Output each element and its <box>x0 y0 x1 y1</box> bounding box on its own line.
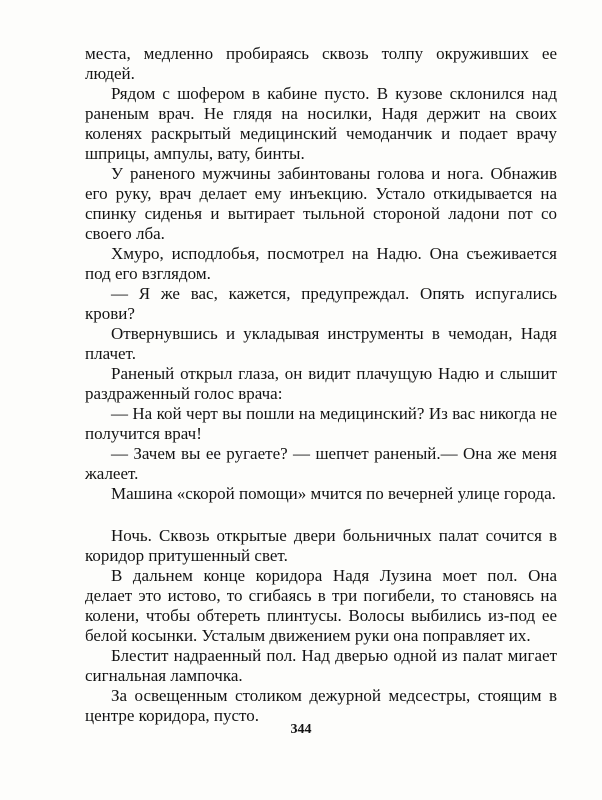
paragraph: — Зачем вы ее ругаете? — шепчет раненый.— Она же меня жалеет. <box>85 444 557 483</box>
text-section-evening <box>85 44 557 504</box>
paragraph: — На кой черт вы пошли на медицинский? Из вас никогда не получится врач! <box>85 404 557 443</box>
paragraph: У раненого мужчины забинтованы голова и нога. Обнажив его руку, врач делает ему инъекцию. Устало откидывается на спинку сиденья и вытирает тыльной стороной ладони пот со своего лба. <box>85 164 557 243</box>
paragraph: За освещенным столиком дежурной медсестры, стоящим в центре коридора, пусто. <box>85 686 557 725</box>
body-text <box>85 44 557 726</box>
paragraph: места, медленно пробираясь сквозь толпу окруживших ее людей. <box>85 44 557 83</box>
paragraph: Рядом с шофером в кабине пусто. В кузове склонился над раненым врач. Не глядя на носилки, Надя держит на своих коленях раскрытый медицинский чемоданчик и подает врачу шприцы, ампулы, вату, бинты. <box>85 84 557 163</box>
paragraph: Отвернувшись и укладывая инструменты в чемодан, Надя плачет. <box>85 324 557 363</box>
paragraph: — Я же вас, кажется, предупреждал. Опять испугались крови? <box>85 284 557 323</box>
paragraph: Машина «скорой помощи» мчится по вечерней улице города. <box>111 484 556 503</box>
paragraph: Хмуро, исподлобья, посмотрел на Надю. Она съеживается под его взглядом. <box>85 244 557 283</box>
page-number: 344 <box>290 722 312 737</box>
paragraph: Блестит надраенный пол. Над дверью одной из палат мигает сигнальная лампочка. <box>85 646 557 685</box>
text-section-night <box>85 526 557 726</box>
paragraph: В дальнем конце коридора Надя Лузина моет пол. Она делает это истово, то сгибаясь в три погибели, то становясь на колени, чтобы обтереть плинтусы. Волосы выбились из-под ее белой косынки. Усталым движением руки она поправляет их. <box>85 566 557 645</box>
paragraph: Ночь. Сквозь открытые двери больничных палат сочится в коридор притушенный свет. <box>85 526 557 565</box>
paragraph: Раненый открыл глаза, он видит плачущую Надю и слышит раздраженный голос врача: <box>85 364 557 403</box>
section-break <box>85 504 557 526</box>
